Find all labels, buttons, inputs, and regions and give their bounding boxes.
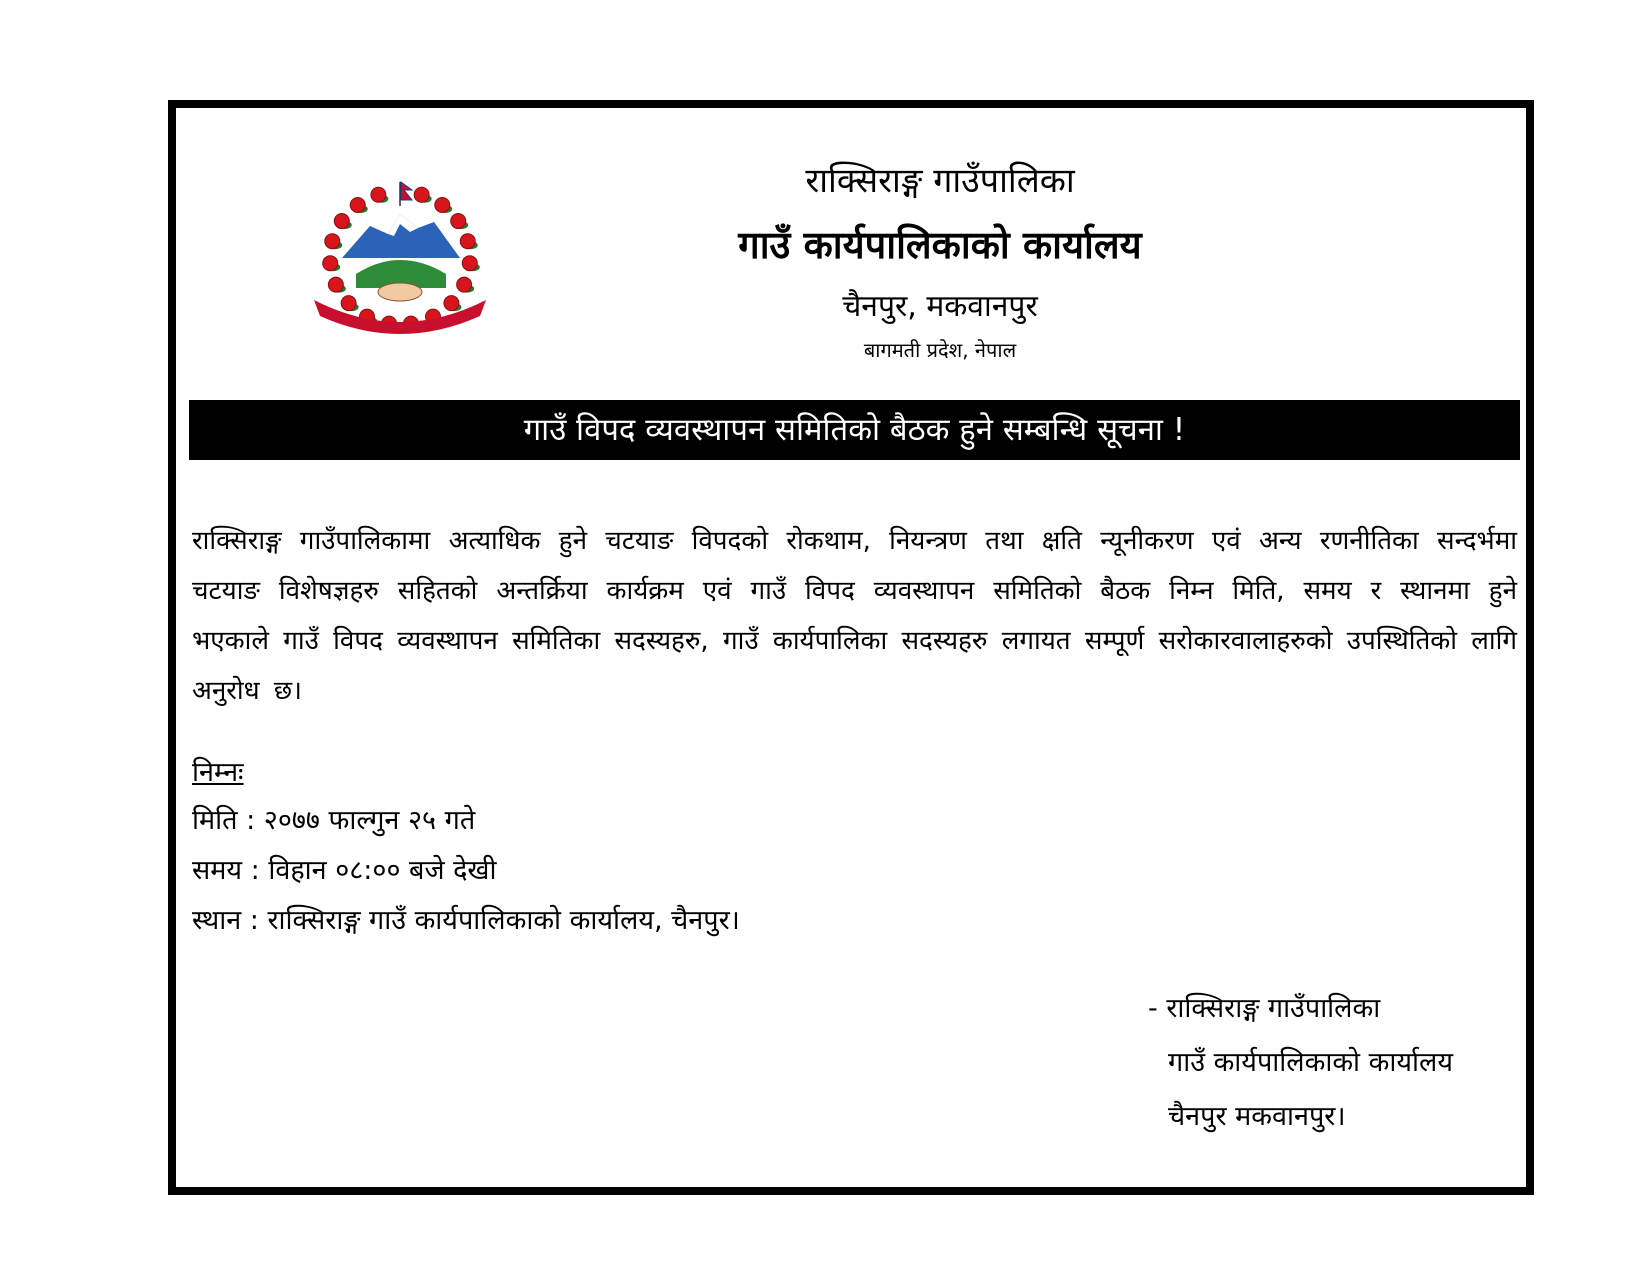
office-name: गाउँ कार्यपालिकाको कार्यालय	[738, 223, 1142, 267]
signature-line-3: चैनपुर मकवानपुर।	[1168, 1101, 1346, 1132]
details-heading: निम्नः	[192, 757, 244, 788]
meeting-place: स्थान : राक्सिराङ्ग गाउँ कार्यपालिकाको कार्यालय, चैनपुर।	[192, 905, 740, 936]
signature-line-1: - राक्सिराङ्ग गाउँपालिका	[1148, 993, 1381, 1024]
notice-body-paragraph: राक्सिराङ्ग गाउँपालिकामा अत्याधिक हुने चटयाङ विपदको रोकथाम, नियन्त्रण तथा क्षति न्यूनीकरण एवं अन्य रणनीतिका सन्दर्भमा चटयाङ विशेषज्ञहरु सहितको अन्तर्क्रिया कार्यक्रम एवं गाउँ विपद व्यवस्थापन समितिको बैठक निम्न मिति, समय र स्थानमा हुने भएकाले गाउँ विपद व्यवस्थापन समितिका सदस्यहरु, गाउँ कार्यपालिका सदस्यहरु लगायत सम्पूर्ण सरोकारवालाहरुको उपस्थितिको लागि अनुरोध छ।	[192, 526, 1517, 706]
office-address: चैनपुर, मकवानपुर	[842, 289, 1038, 324]
nepal-emblem-icon	[300, 176, 500, 344]
signature-line-2: गाउँ कार्यपालिकाको कार्यालय	[1168, 1047, 1453, 1078]
province-country: बागमती प्रदेश, नेपाल	[863, 338, 1017, 362]
municipality-name: राक्सिराङ्ग गाउँपालिका	[805, 161, 1075, 201]
notice-title-banner: गाउँ विपद व्यवस्थापन समितिको बैठक हुने सम्बन्धि सूचना !	[189, 400, 1520, 460]
meeting-date: मिति : २०७७ फाल्गुन २५ गते	[192, 805, 476, 836]
meeting-time: समय : विहान ०८:०० बजे देखी	[192, 855, 497, 886]
